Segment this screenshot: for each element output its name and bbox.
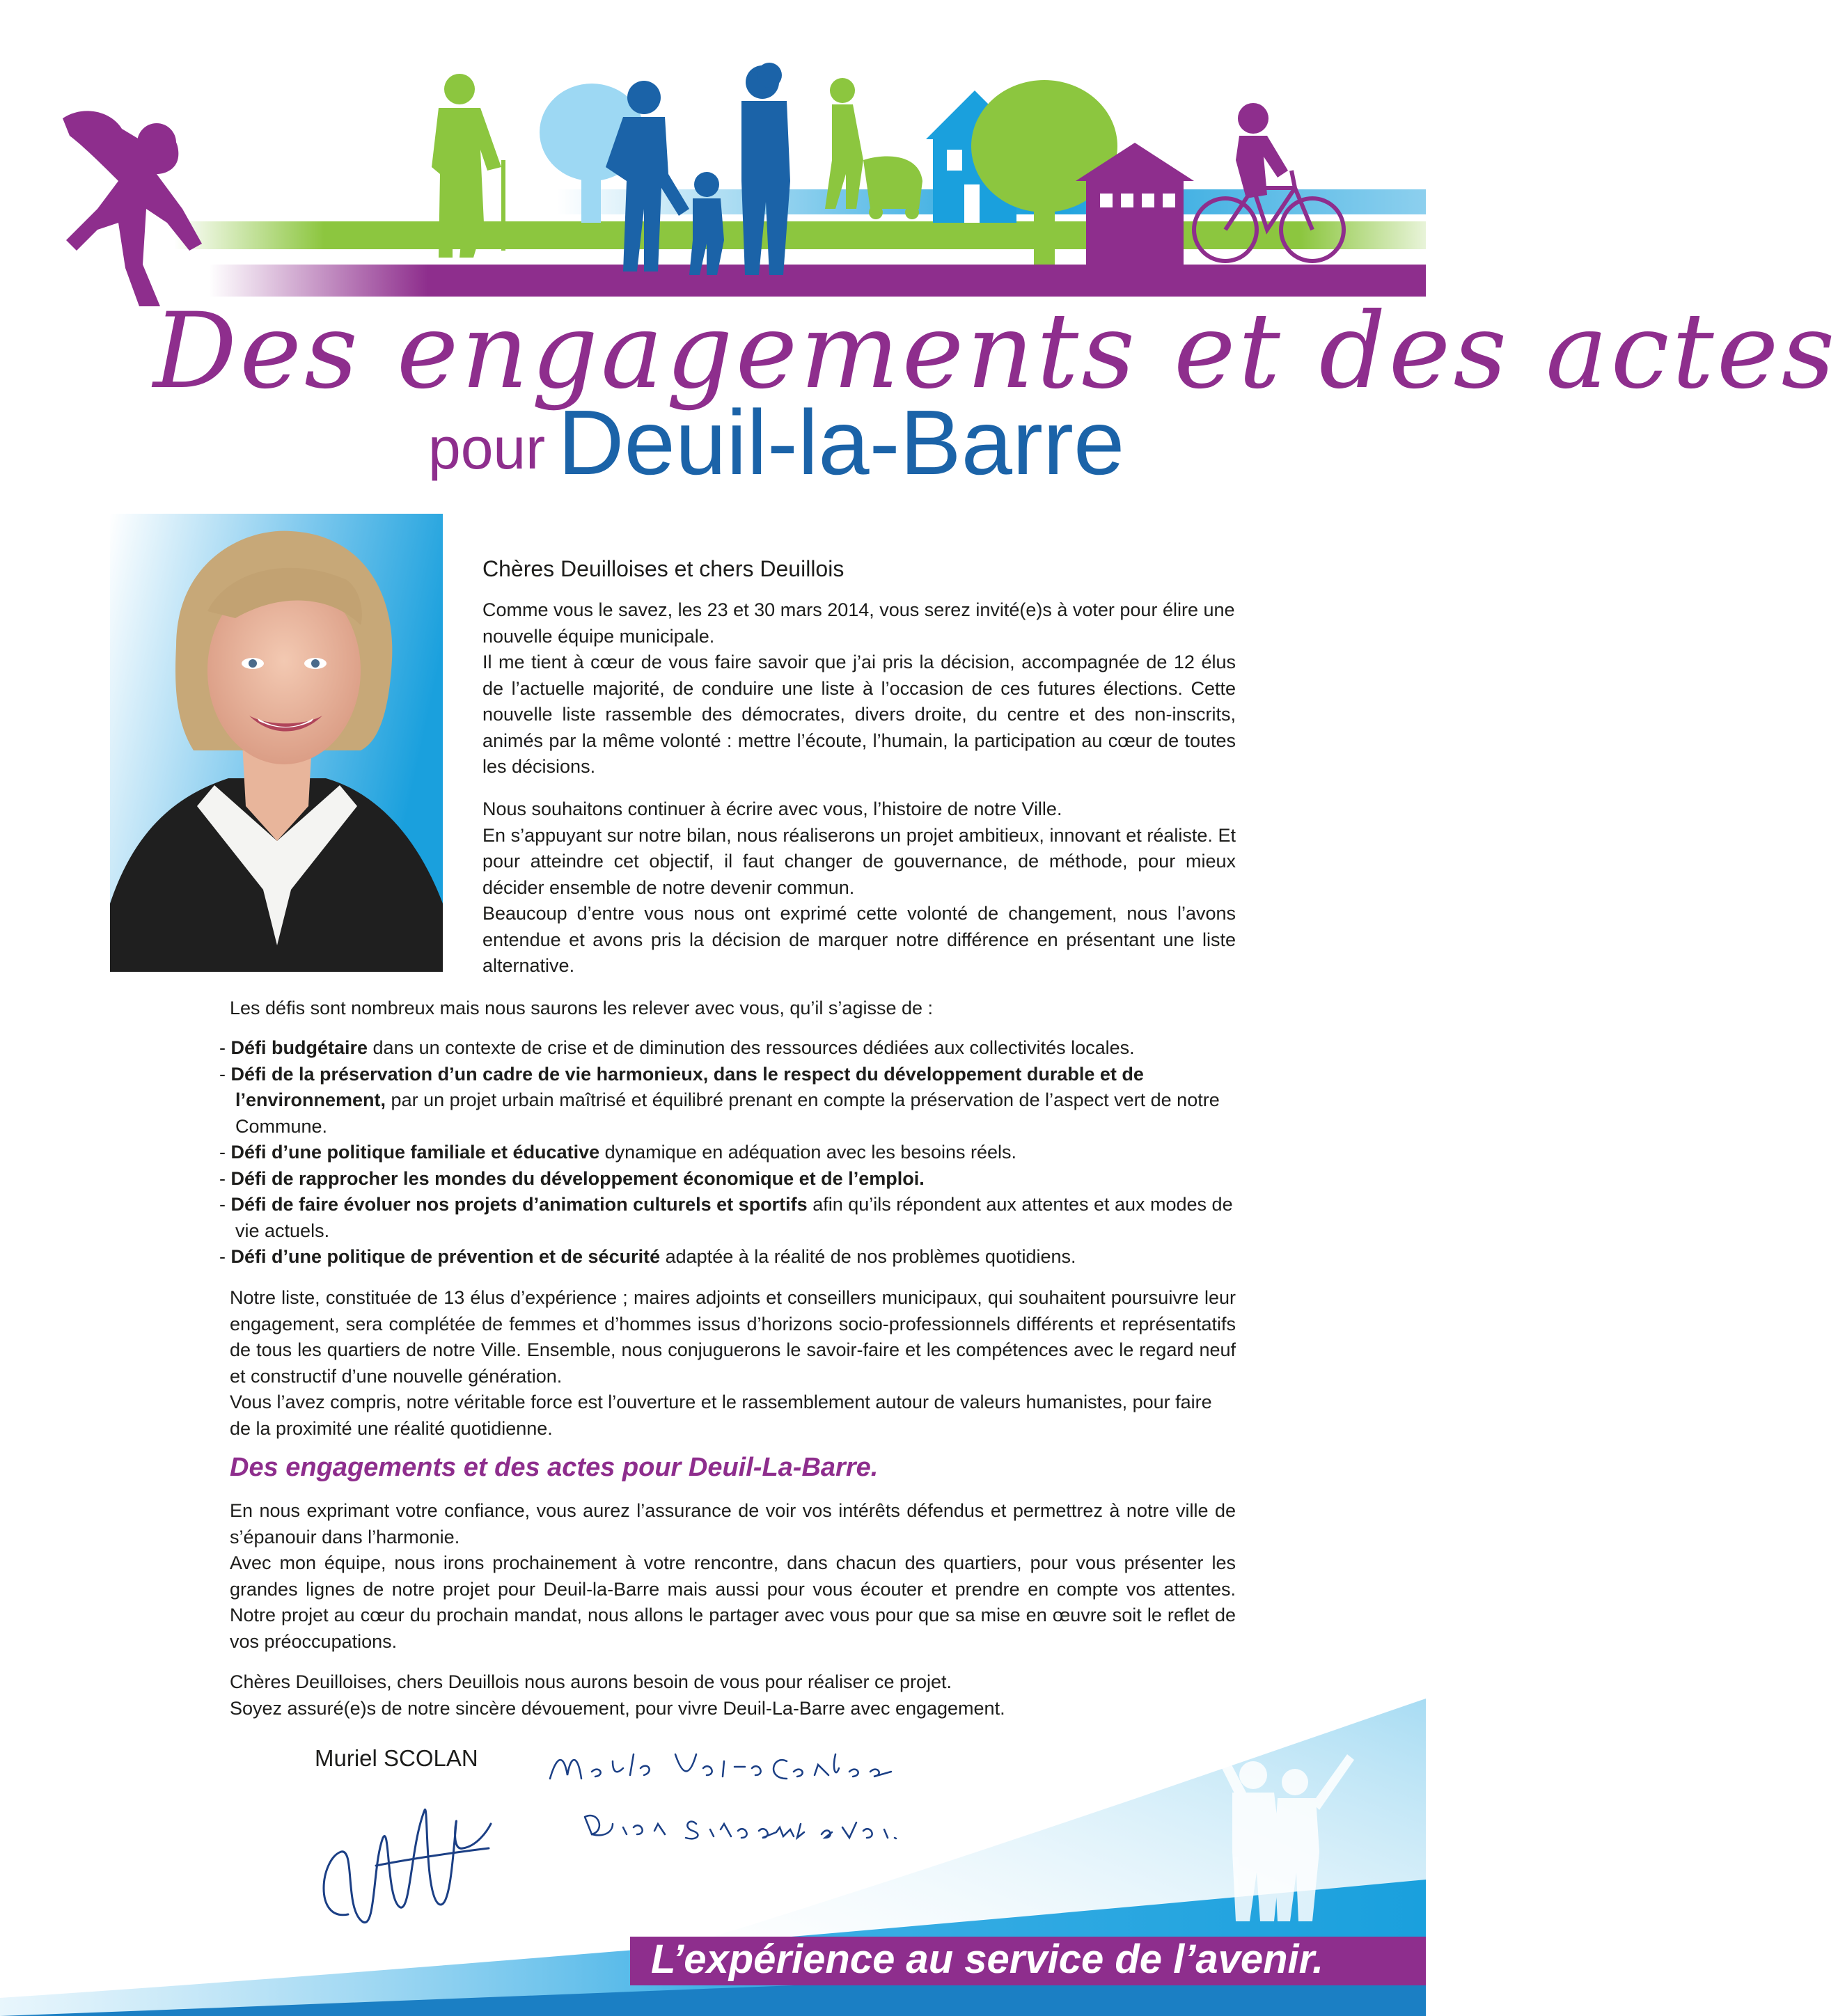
campaign-slogan-heading: Des engagements et des actes pour Deuil-La-Barre. [230,1453,879,1482]
challenge-text: afin qu’ils répondent aux attentes et aux modes de vie actuels. [235,1194,1233,1241]
signer-name: Muriel SCOLAN [315,1745,478,1771]
page-subtitle [428,390,1124,495]
list-item: - Défi d’une politique de prévention et de sécurité adaptée à la réalité de nos problèmes quotidiens. [219,1246,1076,1267]
cyclist-body [1236,103,1288,198]
team-paragraph [230,1285,1236,1442]
candidate-portrait [110,514,443,972]
challenges-list [219,1035,1250,1270]
running-girl-figure [63,111,202,306]
challenge-title: Défi de faire évoluer nos projets d’animation culturels et sportifs [230,1194,808,1215]
page-title: Des engagements et des actes [153,291,1838,412]
list-item: - Défi de la préservation d’un cadre de vie harmonieux, dans le respect du développement durable et de l’environnement, par un projet urbain maîtrisé et équilibré prenant en compte la préservation de l’aspect vert de notre Commune. [219,1063,1220,1137]
team-paragraph-line: Notre liste, constituée de 13 élus d’expérience ; maires adjoints et conseillers municipaux, qui souhaitent poursuivre leur engagement, sera complétée de femmes et d’hommes issus d’horizons socio-professionnels différents et représentatifs de tous les quartiers de notre Ville. Ensemble, nous conjuguerons le savoir-faire et les compétences avec le regard neuf et constructif d’une nouvelle génération. [230,1287,1236,1387]
challenge-text: dynamique en adéquation avec les besoins réels. [599,1142,1017,1163]
confidence-paragraph-line: En nous exprimant votre confiance, vous aurez l’assurance de voir vos intérêts défendus et permettrez à notre ville de s’épanouir dans l’harmonie. [230,1500,1236,1548]
challenges-intro: Les défis sont nombreux mais nous saurons les relever avec vous, qu’il s’agisse de : [230,998,934,1018]
closing-paragraph-line: Chères Deuilloises, chers Deuillois nous aurons besoin de vous pour réaliser ce projet. [230,1671,952,1692]
challenge-title: Défi de la préservation d’un cadre de vie harmonieux, dans le respect du développement durable et de l’environnement, [230,1063,1144,1110]
intro-paragraph-2-line: Nous souhaitons continuer à écrire avec vous, l’histoire de notre Ville. [482,798,1062,819]
challenge-text: dans un contexte de crise et de diminution des ressources dédiées aux collectivités locales. [368,1037,1135,1058]
challenge-title: Défi de rapprocher les mondes du développement économique et de l’emploi. [230,1167,925,1189]
list-item: - Défi de rapprocher les mondes du développement économique et de l’emploi. [219,1167,925,1189]
header-illustration [0,0,1426,306]
confidence-paragraph-line: Avec mon équipe, nous irons prochainement à votre rencontre, dans chacun des quartiers, pour vous présenter les grandes lignes de notre projet pour Deuil-la-Barre mais aussi pour vous écouter et prendre en compte vos attentes. Notre projet au cœur du prochain mandat, nous allons le partager avec vous pour que sa mise en œuvre soit le reflet de vos préoccupations. [230,1552,1236,1652]
subtitle-city: Deuil-la-Barre [558,391,1125,494]
intro-paragraph-1 [482,597,1236,780]
challenge-title: Défi d’une politique de prévention et de sécurité [230,1246,661,1267]
challenge-text: adaptée à la réalité de nos problèmes quotidiens. [660,1246,1076,1267]
list-item: - Défi budgétaire dans un contexte de crise et de diminution des ressources dédiées aux collectivités locales. [219,1037,1135,1058]
intro-paragraph-1-line: Comme vous le savez, les 23 et 30 mars 2014, vous serez invité(e)s à voter pour élire une nouvelle équipe municipale. [482,599,1235,647]
team-paragraph-line: Vous l’avez compris, notre véritable force est l’ouverture et le rassemblement autour de valeurs humanistes, pour faire de la proximité une réalité quotidienne. [230,1392,1212,1439]
intro-paragraph-2-line: Beaucoup d’entre vous nous ont exprimé cette volonté de changement, nous l’avons entendue et avons pris la décision de marquer notre différence en présentant une liste alternative. [482,903,1236,976]
list-item: - Défi de faire évoluer nos projets d’animation culturels et sportifs afin qu’ils répondent aux attentes et aux modes de vie actuels. [219,1194,1233,1241]
letter-greeting: Chères Deuilloises et chers Deuillois [482,556,845,581]
challenge-title: Défi budgétaire [230,1037,368,1058]
footer-slogan: L’expérience au service de l’avenir. [651,1937,1324,1982]
challenge-title: Défi d’une politique familiale et éducative [230,1142,600,1163]
subtitle-pour: pour [428,416,546,481]
confidence-paragraph [230,1498,1236,1655]
list-item: - Défi d’une politique familiale et éducative dynamique en adéquation avec les besoins réels. [219,1142,1017,1163]
challenge-text: par un projet urbain maîtrisé et équilibré prenant en compte la préservation de l’aspect vert de notre Commune. [235,1089,1220,1137]
intro-paragraph-2 [482,796,1236,979]
intro-paragraph-2-line: En s’appuyant sur notre bilan, nous réaliserons un projet ambitieux, innovant et réaliste. Et pour atteindre cet objectif, il faut changer de gouvernance, de méthode, pour mieux décider ensemble de notre devenir commun. [482,824,1236,898]
intro-paragraph-1-line: Il me tient à cœur de vous faire savoir que j’ai pris la décision, accompagnée de 12 élus de l’actuelle majorité, de conduire une liste à l’occasion de ces futures élections. Cette nouvelle liste rassemble des démocrates, divers droite, du centre et des non-inscrits, animés par la même volonté : mettre l’écoute, l’humain, la participation au cœur de toutes les décisions. [482,652,1236,777]
closing-paragraph-line: Soyez assuré(e)s de notre sincère dévouement, pour vivre Deuil-La-Barre avec engagement. [230,1697,1005,1719]
banner-stripe-green [174,221,1426,249]
